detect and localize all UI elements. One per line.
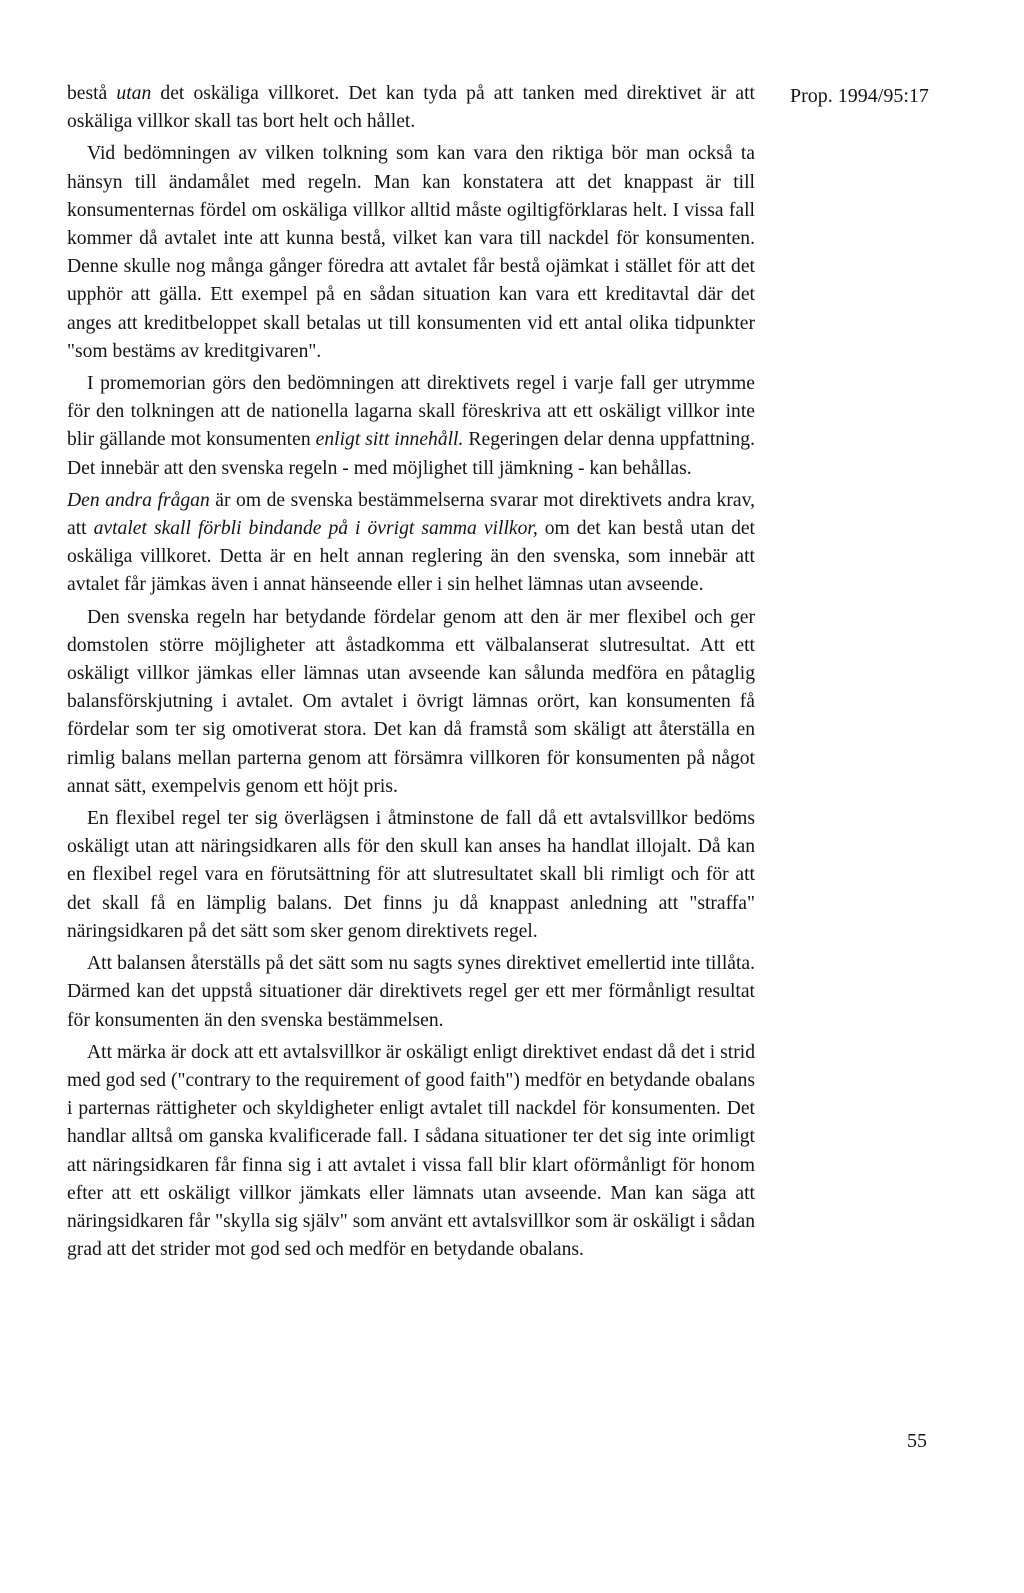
- text-run: bestå: [67, 83, 117, 104]
- paragraph-att-marka: Att märka är dock att ett avtalsvillkor är oskäligt enligt direktivet endast då det i strid med god sed ("contrary to the requirement of good faith") medför en betydande obalans i parternas rättigheter och skyldigheter enligt avtalet till nackdel för konsumenten. Det handlar alltså om ganska kvalificerade fall. I sådana situationer ter det sig inte orimligt att näringsidkaren får finna sig i att avtalet i vissa fall blir klart oförmånligt för honom efter att ett oskäligt villkor jämkats eller lämnats utan avseende. Man kan säga att näringsidkaren får "skylla sig själv" som använt ett avtalsvillkor som är oskäligt i sådan grad att det strider mot god sed och medför en betydande obalans.: [67, 1041, 755, 1261]
- paragraph-balansen: Att balansen återställs på det sätt som nu sagts synes direktivet emellertid inte tillåta. Därmed kan det uppstå situationer där direktivets regel ger ett mer förmånligt resultat för konsumenten än den svenska bestämmelsen.: [67, 953, 755, 1031]
- paragraph-andra-fragan: [67, 487, 755, 600]
- emphasis-enligt-sitt-innehall: enligt sitt innehåll.: [315, 429, 464, 451]
- text-run: I promemorian görs den bedömningen att direktivets regel i varje fall ger utrymme för den tolkningen att de nationella lagarna skall föreskriva att ett oskäligt villkor inte blir gällande mot konsumenten: [67, 373, 755, 451]
- text-run: om det kan bestå utan det oskäliga villkoret. Detta är en helt annan reglering än den svenska, som innebär att avtalet får jämkas även i annat hänseende eller i sin helhet lämnas utan avseende.: [67, 518, 756, 596]
- paragraph-flexibel-regel: En flexibel regel ter sig överlägsen i åtminstone de fall då ett avtalsvillkor bedöms oskäligt utan att näringsidkaren alls för den skull kan anses ha handlat illojalt. Då kan en flexibel regel vara en förutsättning för att slutresultatet skall bli rimligt och för att det skall få en lämplig balans. Det finns ju då knappast anledning att "straffa" näringsidkaren på det sätt som sker genom direktivets regel.: [67, 808, 755, 942]
- emphasis-den-andra-fragan: Den andra frågan: [67, 489, 210, 511]
- paragraph-continuation: [67, 80, 755, 136]
- document-reference: Prop. 1994/95:17: [790, 85, 929, 107]
- text-run: det oskäliga villkoret. Det kan tyda på att tanken med direktivet är att oskäliga villkor skall tas bort helt och hållet.: [67, 83, 755, 133]
- text-run: är om de svenska bestämmelserna svarar mot direktivets andra krav, att: [67, 489, 756, 540]
- emphasis-utan: utan: [116, 83, 152, 104]
- page-number: 55: [907, 1430, 927, 1452]
- paragraph-bedomningen: Vid bedömningen av vilken tolkning som kan vara den riktiga bör man också ta hänsyn till ändamålet med regeln. Man kan konstatera att det knappast är till konsumenternas fördel om oskäliga villkor alltid måste ogiltigförklaras helt. I vissa fall kommer då avtalet inte att kunna bestå, vilket kan vara till nackdel för konsumenten. Denne skulle nog många gånger föredra att avtalet får bestå ojämkat i stället för att det upphör att gälla. Ett exempel på en sådan situation kan vara ett kreditavtal där det anges att kreditbeloppet skall betalas ut till konsumenten vid ett antal olika tidpunkter "som bestäms av kreditgivaren".: [67, 143, 755, 362]
- text-run: Regeringen delar denna uppfattning. Det innebär att den svenska regeln - med möjlighet till jämkning - kan behållas.: [67, 429, 755, 479]
- paragraph-promemorian: [67, 370, 755, 483]
- emphasis-avtalet-skall-forbli: avtalet skall förbli bindande på i övrigt samma villkor,: [93, 518, 538, 540]
- body-text: [67, 80, 755, 1268]
- paragraph-svenska-regeln: Den svenska regeln har betydande fördelar genom att den är mer flexibel och ger domstolen större möjligheter att åstadkomma ett välbalanserat slutresultat. Att ett oskäligt villkor jämkas eller lämnas utan avseende kan sålunda medföra en påtaglig balansförskjutning i avtalet. Om avtalet i övrigt lämnas orört, kan konsumenten få fördelar som ter sig omotiverat stora. Det kan då framstå som skäligt att återställa en rimlig balans mellan parterna genom att försämra villkoren för konsumenten på något annat sätt, exempelvis genom ett höjt pris.: [67, 606, 755, 797]
